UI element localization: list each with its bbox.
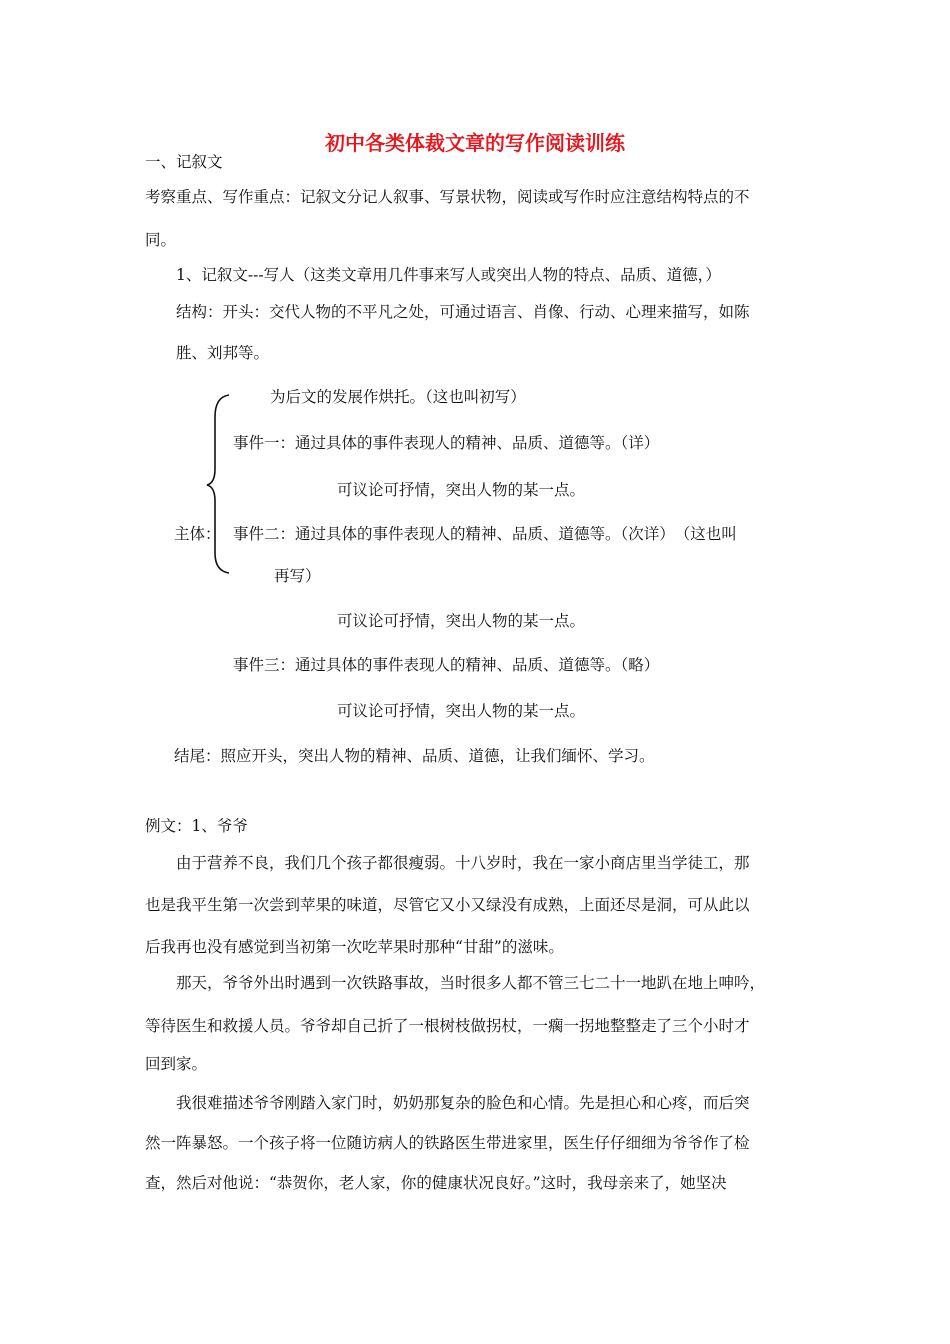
comment-line: 可议论可抒情，突出人物的某一点。: [337, 612, 586, 630]
paragraph-line: 那天，爷爷外出时遇到一次铁路事故，当时很多人都不管三七二十一地趴在地上呻吟，: [176, 974, 766, 992]
event-line: 事件一：通过具体的事件表现人的精神、品质、道德等。（详）: [233, 434, 660, 452]
ending-line: 结尾：照应开头，突出人物的精神、品质、道德，让我们缅怀、学习。: [174, 747, 655, 765]
structure-line: 胜、刘邦等。: [176, 344, 270, 362]
event-line: 再写）: [274, 567, 321, 585]
paragraph-line: 也是我平生第一次尝到苹果的味道，尽管它又小又绿没有成熟，上面还尽是洞，可从此以: [145, 896, 750, 914]
focus-line: 同。: [145, 231, 177, 249]
event-line: 事件三：通过具体的事件表现人的精神、品质、道德等。（略）: [233, 656, 660, 674]
paragraph-line: 由于营养不良，我们几个孩子都很瘦弱。十八岁时，我在一家小商店里当学徒工，那: [176, 854, 750, 872]
structure-line: 结构：开头：交代人物的不平凡之处，可通过语言、肖像、行动、心理来描写，如陈: [176, 303, 750, 321]
paragraph-line: 查，然后对他说：“恭贺你，老人家，你的健康状况良好。”这时，我母亲来了，她坚决: [145, 1174, 727, 1192]
section-heading: 一、记叙文: [145, 153, 223, 171]
subsection-heading: 1、记叙文---写人（这类文章用几件事来写人或突出人物的特点、品质、道德，）: [176, 266, 721, 284]
paragraph-line: 回到家。: [145, 1055, 208, 1073]
opening-note: 为后文的发展作烘托。（这也叫初写）: [270, 388, 526, 406]
example-heading: 例文：1、爷爷: [145, 817, 248, 835]
paragraph-line: 我很难描述爷爷刚踏入家门时，奶奶那复杂的脸色和心情。先是担心和心疼，而后突: [176, 1094, 750, 1112]
event-line: 事件二：通过具体的事件表现人的精神、品质、道德等。（次详） （这也叫: [233, 525, 737, 543]
comment-line: 可议论可抒情，突出人物的某一点。: [337, 481, 586, 499]
paragraph-line: 后我再也没有感觉到当初第一次吃苹果时那种“甘甜”的滋味。: [145, 938, 564, 956]
paragraph-line: 等待医生和救援人员。爷爷却自己折了一根树枝做拐杖，一瘸一拐地整整走了三个小时才: [145, 1017, 750, 1035]
comment-line: 可议论可抒情，突出人物的某一点。: [337, 702, 586, 720]
focus-line: 考察重点、写作重点：记叙文分记人叙事、写景状物，阅读或写作时应注意结构特点的不: [145, 188, 750, 206]
left-brace-icon: [205, 393, 231, 575]
document-title: 初中各类体裁文章的写作阅读训练: [325, 131, 625, 155]
paragraph-line: 然一阵暴怒。一个孩子将一位随访病人的铁路医生带进家里，医生仔仔细细为爷爷作了检: [145, 1134, 750, 1152]
body-label: 主体：: [174, 525, 221, 543]
